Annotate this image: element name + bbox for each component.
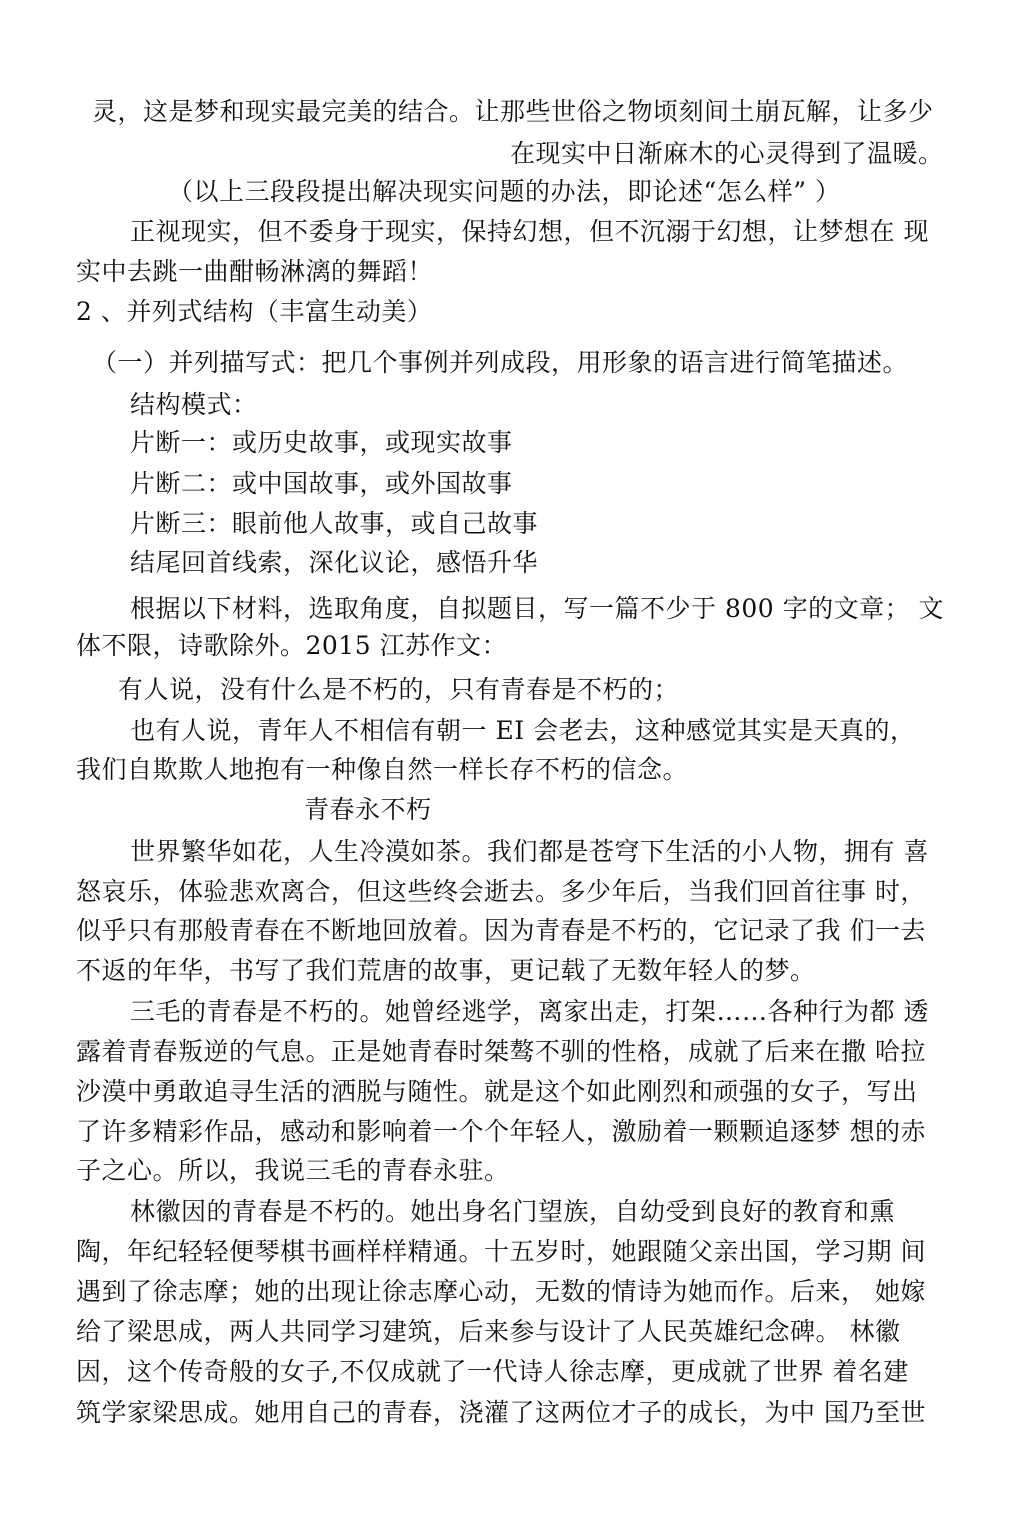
text-line: 筑学家梁思成。她用自己的青春，浇灌了这两位才子的成长，为中 国乃至世 bbox=[76, 1398, 926, 1427]
text-line: 在现实中日渐麻木的心灵得到了温暖。 bbox=[510, 139, 944, 168]
text-line: 结尾回首线索，深化议论，感悟升华 bbox=[130, 548, 539, 577]
text-line: 有人说，没有什么是不朽的，只有青春是不朽的； bbox=[118, 675, 680, 704]
text-line: 片断一：或历史故事，或现实故事 bbox=[130, 428, 513, 457]
text-line: 怒哀乐，体验悲欢离合，但这些终会逝去。多少年后，当我们回首往事 时， bbox=[76, 877, 926, 906]
text-line: 片断二：或中国故事，或外国故事 bbox=[130, 469, 513, 498]
text-line: 世界繁华如花，人生冷漠如茶。我们都是苍穹下生活的小人物，拥有 喜 bbox=[130, 837, 929, 866]
text-line: 体不限，诗歌除外。2015 江苏作文： bbox=[76, 631, 508, 660]
text-line: 片断三：眼前他人故事，或自己故事 bbox=[130, 509, 539, 538]
subsection-heading: （一）并列描写式：把几个事例并列成段，用形象的语言进行简笔描述。 bbox=[92, 348, 909, 377]
text-line: 灵，这是梦和现实最完美的结合。让那些世俗之物顷刻间土崩瓦解，让多少 bbox=[92, 97, 934, 126]
text-line: 了许多精彩作品，感动和影响着一个个年轻人，激励着一颗颗追逐梦 想的赤 bbox=[76, 1117, 926, 1146]
text-line: 不返的年华，书写了我们荒唐的故事，更记载了无数年轻人的梦。 bbox=[76, 956, 816, 985]
text-line: 正视现实，但不委身于现实，保持幻想，但不沉溺于幻想，让梦想在 现 bbox=[130, 217, 929, 246]
text-line: 沙漠中勇敢追寻生活的洒脱与随性。就是这个如此刚烈和顽强的女子，写出 bbox=[76, 1077, 918, 1106]
text-line: 三毛的青春是不朽的。她曾经逃学，离家出走，打架……各种行为都 透 bbox=[130, 997, 929, 1026]
text-line: 结构模式： bbox=[130, 390, 258, 419]
text-line: 似乎只有那般青春在不断地回放着。因为青春是不朽的，它记录了我 们一去 bbox=[76, 916, 926, 945]
section-heading: 2 、并列式结构（丰富生动美） bbox=[76, 297, 433, 326]
text-line: 根据以下材料，选取角度，自拟题目，写一篇不少于 800 字的文章； 文 bbox=[130, 594, 945, 623]
essay-title: 青春永不朽 bbox=[304, 795, 432, 824]
text-line: 给了梁思成，两人共同学习建筑，后来参与设计了人民英雄纪念碑。 林徽 bbox=[76, 1317, 901, 1346]
text-line: 陶，年纪轻轻便琴棋书画样样精通。十五岁时，她跟随父亲出国，学习期 间 bbox=[76, 1237, 926, 1266]
text-line: （以上三段段提出解决现实问题的办法，即论述“怎么样” ） bbox=[168, 177, 841, 206]
text-line: 也有人说，青年人不相信有朝一 EI 会老去，这种感觉其实是天真的， bbox=[130, 716, 916, 745]
text-line: 露着青春叛逆的气息。正是她青春时桀骜不驯的性格，成就了后来在撒 哈拉 bbox=[76, 1037, 926, 1066]
text-line: 林徽因的青春是不朽的。她出身名门望族，自幼受到良好的教育和熏 bbox=[130, 1197, 896, 1226]
text-line: 实中去跳一曲酣畅淋漓的舞蹈！ bbox=[76, 257, 434, 286]
text-line: 我们自欺欺人地抱有一种像自然一样长存不朽的信念。 bbox=[76, 755, 689, 784]
text-line: 子之心。所以，我说三毛的青春永驻。 bbox=[76, 1156, 510, 1185]
text-line: 遇到了徐志摩；她的出现让徐志摩心动，无数的情诗为她而作。后来， 她嫁 bbox=[76, 1277, 926, 1306]
text-line: 因，这个传奇般的女子,不仅成就了一代诗人徐志摩，更成就了世界 着名建 bbox=[76, 1357, 909, 1386]
